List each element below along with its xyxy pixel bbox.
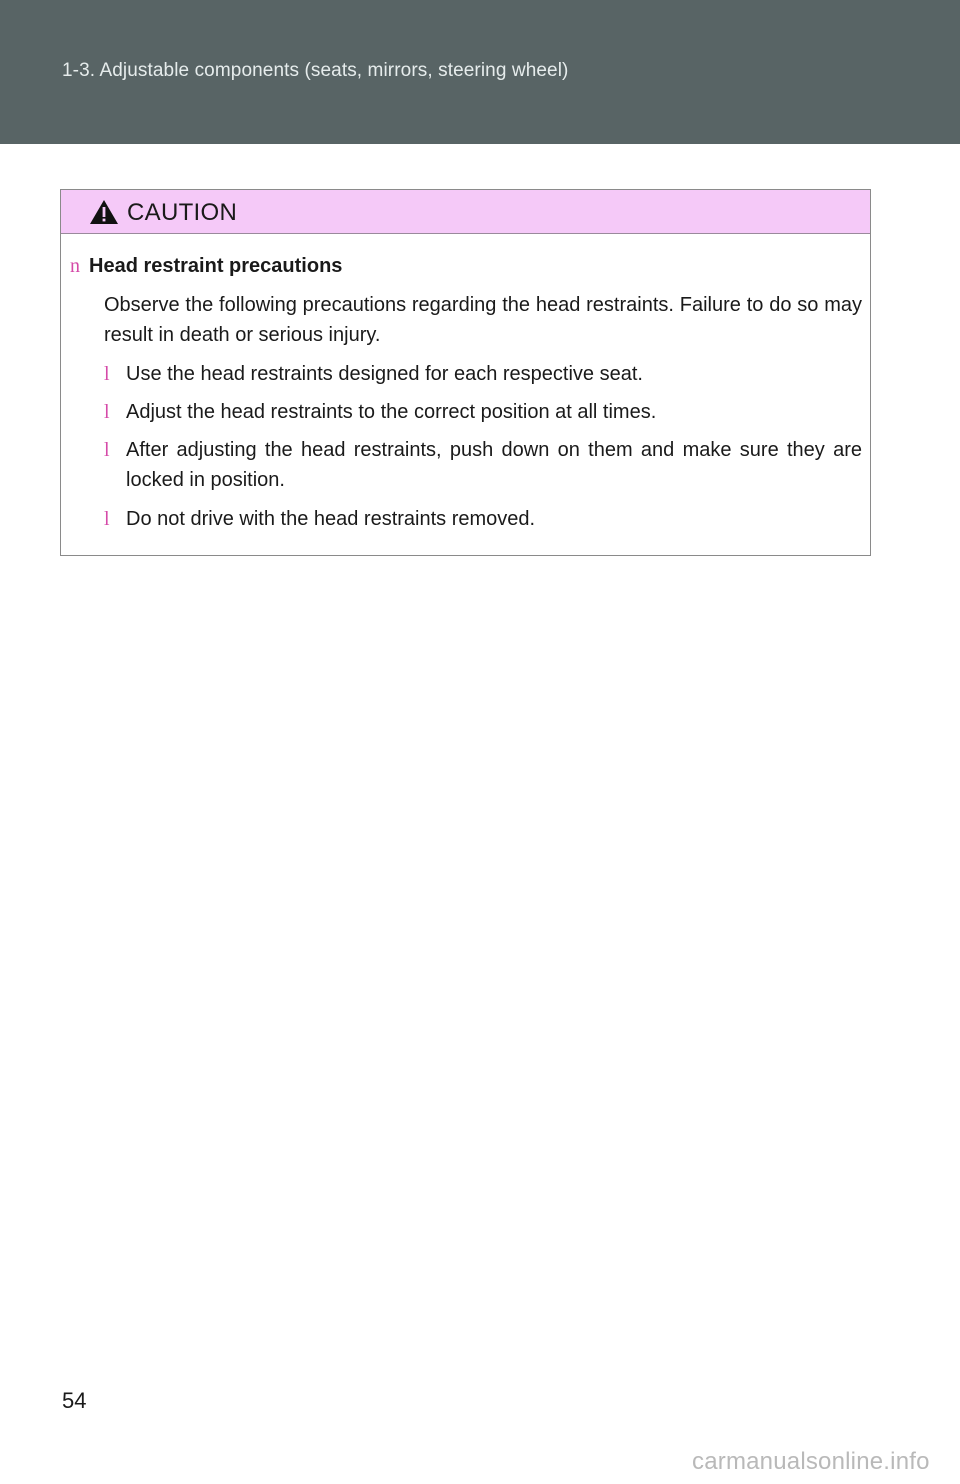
heading-marker: n [70, 255, 80, 277]
list-item [104, 435, 862, 495]
list-item [104, 397, 862, 427]
section-title: 1-3. Adjustable components (seats, mirrors, steering wheel) [62, 60, 569, 81]
caution-heading: Head restraint precautions [89, 255, 343, 277]
bullet-marker: l [104, 508, 110, 530]
bullet-text: After adjusting the head restraints, push down on them and make sure they are locked in position. [126, 439, 862, 491]
caution-heading-row [70, 254, 342, 278]
caution-label: CAUTION [127, 199, 238, 226]
bullet-marker: l [104, 401, 110, 423]
list-item [104, 359, 862, 389]
watermark: carmanualsonline.info [692, 1448, 930, 1475]
list-item [104, 504, 862, 534]
bullet-marker: l [104, 439, 110, 461]
bullet-marker: l [104, 363, 110, 385]
page-number: 54 [62, 1388, 87, 1413]
header-band [0, 0, 960, 144]
bullet-text: Do not drive with the head restraints removed. [126, 508, 536, 530]
bullet-text: Use the head restraints designed for each respective seat. [126, 363, 643, 385]
bullet-text: Adjust the head restraints to the correct position at all times. [126, 401, 657, 423]
warning-triangle-icon [89, 199, 119, 225]
caution-intro: Observe the following precautions regarding the head restraints. Failure to do so may result in death or serious injury. [104, 294, 862, 346]
caution-box [60, 189, 871, 556]
caution-header [61, 190, 870, 234]
